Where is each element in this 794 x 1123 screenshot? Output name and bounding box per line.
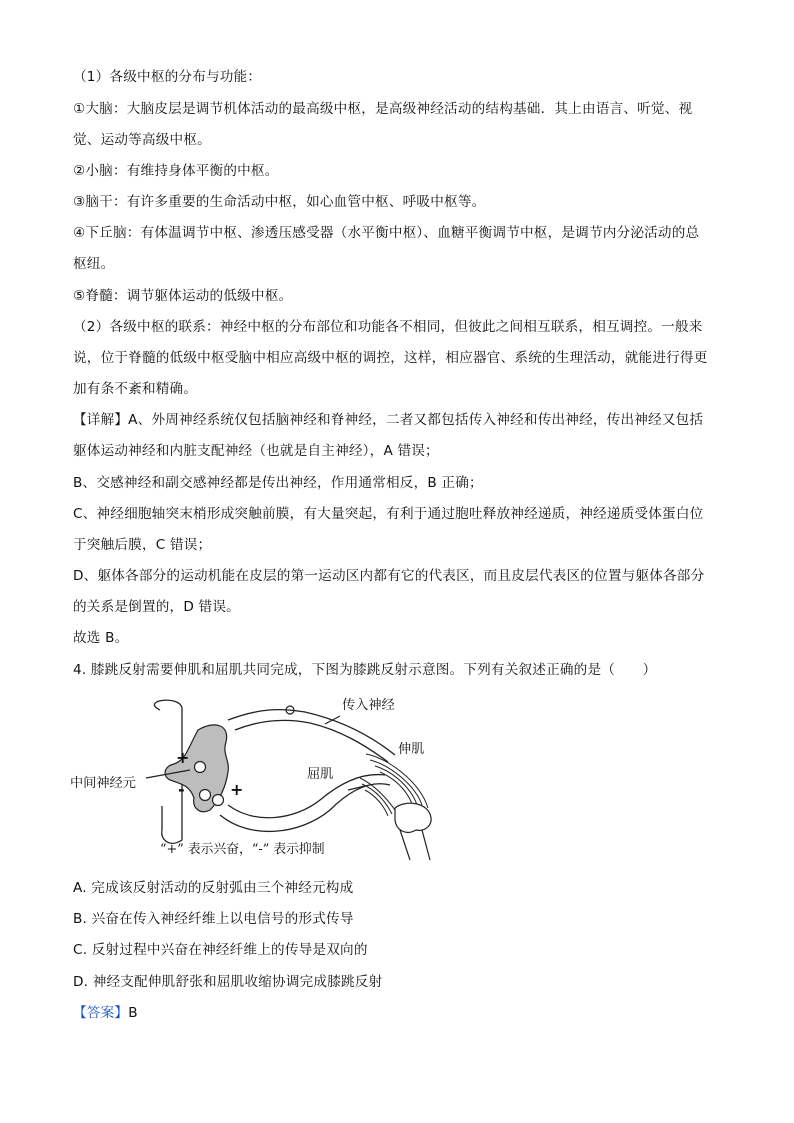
detail-conclusion: 故选 B。 xyxy=(73,630,129,646)
knee-jerk-reflex-figure xyxy=(70,690,440,865)
label-extensor-muscle: 伸肌 xyxy=(398,742,425,757)
detail-d-line1: D、躯体各部分的运动机能在皮层的第一运动区内都有它的代表区，而且皮层代表区的位置与躯体各部分 xyxy=(73,568,705,584)
item4-line1: ④下丘脑：有体温调节中枢、渗透压感受器（水平衡中枢）、血糖平衡调节中枢，是调节内分泌活动的总 xyxy=(73,225,700,241)
extensor-muscle xyxy=(366,754,428,810)
label-interneuron: 中间神经元 xyxy=(70,776,136,791)
question4-stem: 4. 膝跳反射需要伸肌和屈肌共同完成，下图为膝跳反射示意图。下列有关叙述正确的是（ ） xyxy=(73,662,657,678)
item1-line1: ①大脑：大脑皮层是调节机体活动的最高级中枢，是高级神经活动的结构基础．其上由语言、听觉、视 xyxy=(73,101,693,117)
answer-label: 【答案】 xyxy=(73,1005,129,1021)
answer-line xyxy=(73,1003,138,1023)
plus-sign-lower: + xyxy=(230,780,244,799)
section2-line2: 说，位于脊髓的低级中枢受脑中相应高级中枢的调控，这样，相应器官、系统的生理活动，就能进行得更 xyxy=(73,350,708,366)
afferent-nerve-lower xyxy=(235,720,388,762)
interneuron-soma xyxy=(195,762,206,773)
label-flexor-muscle: 屈肌 xyxy=(307,767,334,782)
item1-line2: 觉、运动等高级中枢。 xyxy=(73,132,211,148)
option-d: D. 神经支配伸肌舒张和屈肌收缩协调完成膝跳反射 xyxy=(73,974,383,990)
afferent-pointer xyxy=(325,716,340,724)
minus-sign: - xyxy=(178,780,185,799)
item3: ③脑干：有许多重要的生命活动中枢，如心血管中枢、呼吸中枢等。 xyxy=(73,194,486,210)
label-afferent-nerve: 传入神经 xyxy=(342,698,395,713)
item2: ②小脑：有维持身体平衡的中枢。 xyxy=(73,163,279,179)
section1-heading: （1）各级中枢的分布与功能： xyxy=(73,69,262,85)
motor-neuron-soma-1 xyxy=(200,790,211,801)
item5: ⑤脊髓：调节躯体运动的低级中枢。 xyxy=(73,288,293,304)
detail-d-line2: 的关系是倒置的，D 错误。 xyxy=(73,599,240,615)
section2-line1: （2）各级中枢的联系：神经中枢的分布部位和功能各不相同，但彼此之间相互联系，相互调控。一般来 xyxy=(73,319,703,335)
efferent-nerve-outer xyxy=(220,780,390,832)
detail-c-line1: C、神经细胞轴突末梢形成突触前膜，有大量突起，有利于通过胞吐释放神经递质，神经递质受体蛋白位 xyxy=(73,506,704,522)
detail-a-line2: 躯体运动神经和内脏支配神经（也就是自主神经），A 错误； xyxy=(73,443,439,459)
detail-b-line1: B、交感神经和副交感神经都是传出神经，作用通常相反，B 正确； xyxy=(73,475,483,491)
afferent-nerve-upper xyxy=(228,710,395,755)
answer-value: B xyxy=(128,1005,138,1021)
detail-a-line1: 【详解】A、外周神经系统仅包括脑神经和脊神经，二者又都包括传入神经和传出神经，传出神经又包括 xyxy=(73,412,704,428)
motor-neuron-soma-2 xyxy=(213,795,224,806)
lower-leg xyxy=(400,830,430,860)
figure-caption: “+” 表示兴奋，“-” 表示抑制 xyxy=(160,842,325,857)
option-a: A. 完成该反射活动的反射弧由三个神经元构成 xyxy=(73,880,354,896)
knee-joint xyxy=(395,803,431,832)
option-c: C. 反射过程中兴奋在神经纤维上的传导是双向的 xyxy=(73,942,368,958)
option-b: B. 兴奋在传入神经纤维上以电信号的形式传导 xyxy=(73,911,354,927)
section2-line3: 加有条不紊和精确。 xyxy=(73,381,198,397)
item4-line2: 枢纽。 xyxy=(73,256,115,272)
detail-c-line2: 于突触后膜，C 错误； xyxy=(73,537,212,553)
plus-sign-upper: + xyxy=(176,748,190,767)
